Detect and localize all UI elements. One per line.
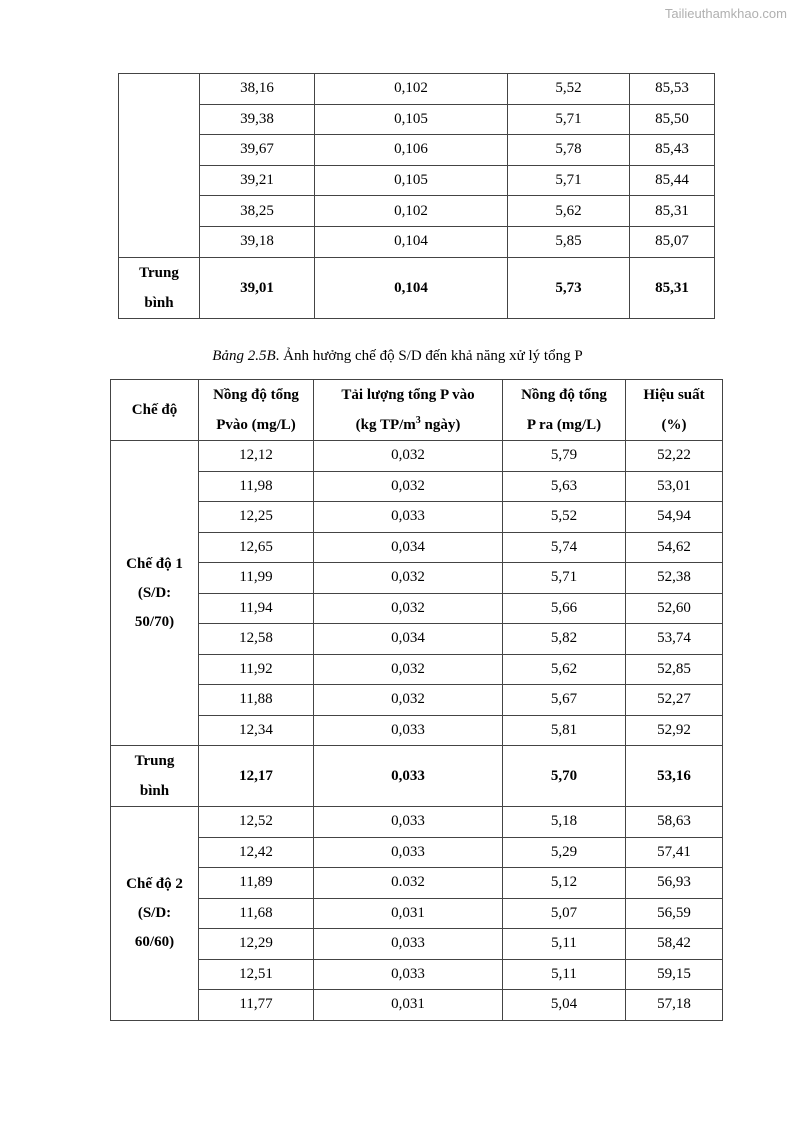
table-cell: 5,12 [503, 868, 626, 899]
table-row [111, 929, 723, 960]
table-cell: 12,52 [199, 807, 314, 838]
table-cell: 0,031 [314, 898, 503, 929]
average-row [119, 257, 715, 318]
table-cell: 5,67 [503, 685, 626, 716]
average-label: Trung bình [111, 746, 199, 807]
table-cell: 5,07 [503, 898, 626, 929]
average-row [111, 746, 723, 807]
table-cell: 5,74 [503, 532, 626, 563]
table-cell: 52,85 [626, 654, 723, 685]
caption-label: Bảng 2.5B [212, 348, 276, 364]
table-cell: 53,74 [626, 624, 723, 655]
watermark: Tailieuthamkhao.com [664, 6, 787, 21]
table-cell: 85,53 [630, 74, 715, 105]
table-cell: 0,033 [314, 837, 503, 868]
table-cell: 11,98 [199, 471, 314, 502]
table-cell: 0,102 [315, 74, 508, 105]
table-row [111, 990, 723, 1021]
table-cell: 0,106 [315, 135, 508, 166]
header-load: Tải lượng tổng P vào (kg $TP/m^3$ ngày) [314, 380, 503, 441]
group-label-cell: Chế độ 1 (S/D: 50/70) [111, 441, 199, 746]
table-cell: 5,81 [503, 715, 626, 746]
table-cell: 11,94 [199, 593, 314, 624]
table-cell: 0,105 [315, 165, 508, 196]
table-cell: 0,033 [314, 929, 503, 960]
table-cell: 5,63 [503, 471, 626, 502]
table-cell: 12,29 [199, 929, 314, 960]
table-cell: 52,92 [626, 715, 723, 746]
table-cell: 5,52 [508, 74, 630, 105]
table-cell: 56,93 [626, 868, 723, 899]
table-row [111, 837, 723, 868]
table-cell: 5,11 [503, 959, 626, 990]
table-cell: 85,07 [630, 226, 715, 257]
table-main [110, 379, 723, 1021]
table-caption [0, 348, 795, 365]
table-cell: 0,104 [315, 226, 508, 257]
table-cell: 5,71 [508, 104, 630, 135]
table-cell: 5,18 [503, 807, 626, 838]
table-cell: 11,77 [199, 990, 314, 1021]
table-cell: 57,18 [626, 990, 723, 1021]
table-cell: 0,032 [314, 471, 503, 502]
table-cell: 39,38 [200, 104, 315, 135]
group-label-cell: Chế độ 2 (S/D: 60/60) [111, 807, 199, 1021]
table-cell: 5,29 [503, 837, 626, 868]
average-value: 5,73 [508, 257, 630, 318]
table-cell: 0,034 [314, 532, 503, 563]
group-label-cell [119, 74, 200, 258]
table-cell: 39,21 [200, 165, 315, 196]
table-cell: 12,34 [199, 715, 314, 746]
table-cell: 12,51 [199, 959, 314, 990]
table-cell: 85,50 [630, 104, 715, 135]
table-row [111, 715, 723, 746]
caption-text: . Ảnh hưởng chế độ S/D đến khả năng xử lý tổng P [275, 348, 583, 364]
table-row [111, 441, 723, 472]
table-cell: 52,22 [626, 441, 723, 472]
table-cell: 0,033 [314, 959, 503, 990]
table-cell: 11,99 [199, 563, 314, 594]
table-cell: 5,62 [503, 654, 626, 685]
table-row [119, 165, 715, 196]
table-cell: 0,033 [314, 807, 503, 838]
table-cell: 53,01 [626, 471, 723, 502]
table-cell: 0,034 [314, 624, 503, 655]
table-cell: 12,58 [199, 624, 314, 655]
table-row [111, 532, 723, 563]
header-efficiency: Hiệu suất (%) [626, 380, 723, 441]
table-cell: 52,38 [626, 563, 723, 594]
table-cell: 0,032 [314, 563, 503, 594]
table-row [111, 807, 723, 838]
table-cell: 0.032 [314, 868, 503, 899]
table-cell: 5,62 [508, 196, 630, 227]
average-label: Trung bình [119, 257, 200, 318]
table-cell: 52,60 [626, 593, 723, 624]
table-cell: 0,105 [315, 104, 508, 135]
table-row [119, 135, 715, 166]
table-cell: 0,032 [314, 654, 503, 685]
table-cell: 54,62 [626, 532, 723, 563]
table-cell: 38,16 [200, 74, 315, 105]
table-cell: 85,31 [630, 196, 715, 227]
table-cell: 39,18 [200, 226, 315, 257]
table-cell: 56,59 [626, 898, 723, 929]
table-cell: 0,033 [314, 502, 503, 533]
average-value: 5,70 [503, 746, 626, 807]
table-cell: 0,032 [314, 441, 503, 472]
table-cell: 0,032 [314, 593, 503, 624]
table-cell: 11,89 [199, 868, 314, 899]
average-value: 0,033 [314, 746, 503, 807]
table-row [111, 471, 723, 502]
table-cell: 38,25 [200, 196, 315, 227]
table-cell: 0,031 [314, 990, 503, 1021]
table-cell: 5,79 [503, 441, 626, 472]
table-cell: 5,85 [508, 226, 630, 257]
table-cell: 5,52 [503, 502, 626, 533]
table-cell: 85,44 [630, 165, 715, 196]
header-che-do: Chế độ [111, 380, 199, 441]
average-value: 85,31 [630, 257, 715, 318]
header-p-in: Nồng độ tổng Pvào (mg/L) [199, 380, 314, 441]
header-row [111, 380, 723, 441]
table-cell: 11,68 [199, 898, 314, 929]
table-row [111, 898, 723, 929]
table-cell: 85,43 [630, 135, 715, 166]
header-p-out: Nồng độ tổng P ra (mg/L) [503, 380, 626, 441]
table-row [111, 593, 723, 624]
table-cell: 0,033 [314, 715, 503, 746]
table-cell: 5,11 [503, 929, 626, 960]
table-row [119, 196, 715, 227]
table-cell: 0,102 [315, 196, 508, 227]
table-cell: 58,42 [626, 929, 723, 960]
table-cell: 12,25 [199, 502, 314, 533]
table-cell: 5,78 [508, 135, 630, 166]
table-row [111, 959, 723, 990]
table-row [119, 104, 715, 135]
table-cell: 12,42 [199, 837, 314, 868]
table-cell: 12,65 [199, 532, 314, 563]
table-cell: 59,15 [626, 959, 723, 990]
table-row [119, 226, 715, 257]
table-cell: 5,66 [503, 593, 626, 624]
table-cell: 39,67 [200, 135, 315, 166]
table-row [111, 685, 723, 716]
table-cell: 52,27 [626, 685, 723, 716]
table-row [111, 868, 723, 899]
table-row [111, 654, 723, 685]
table-cell: 12,12 [199, 441, 314, 472]
average-value: 39,01 [200, 257, 315, 318]
table-cell: 0,032 [314, 685, 503, 716]
table-cell: 5,71 [508, 165, 630, 196]
average-value: 12,17 [199, 746, 314, 807]
table-top-continuation [118, 73, 715, 319]
table-cell: 57,41 [626, 837, 723, 868]
table-row [119, 74, 715, 105]
average-value: 0,104 [315, 257, 508, 318]
table-row [111, 624, 723, 655]
table-cell: 58,63 [626, 807, 723, 838]
table-cell: 5,71 [503, 563, 626, 594]
table-cell: 5,82 [503, 624, 626, 655]
average-value: 53,16 [626, 746, 723, 807]
table-cell: 11,92 [199, 654, 314, 685]
table-row [111, 502, 723, 533]
table-row [111, 563, 723, 594]
table-cell: 5,04 [503, 990, 626, 1021]
table-cell: 54,94 [626, 502, 723, 533]
table-cell: 11,88 [199, 685, 314, 716]
